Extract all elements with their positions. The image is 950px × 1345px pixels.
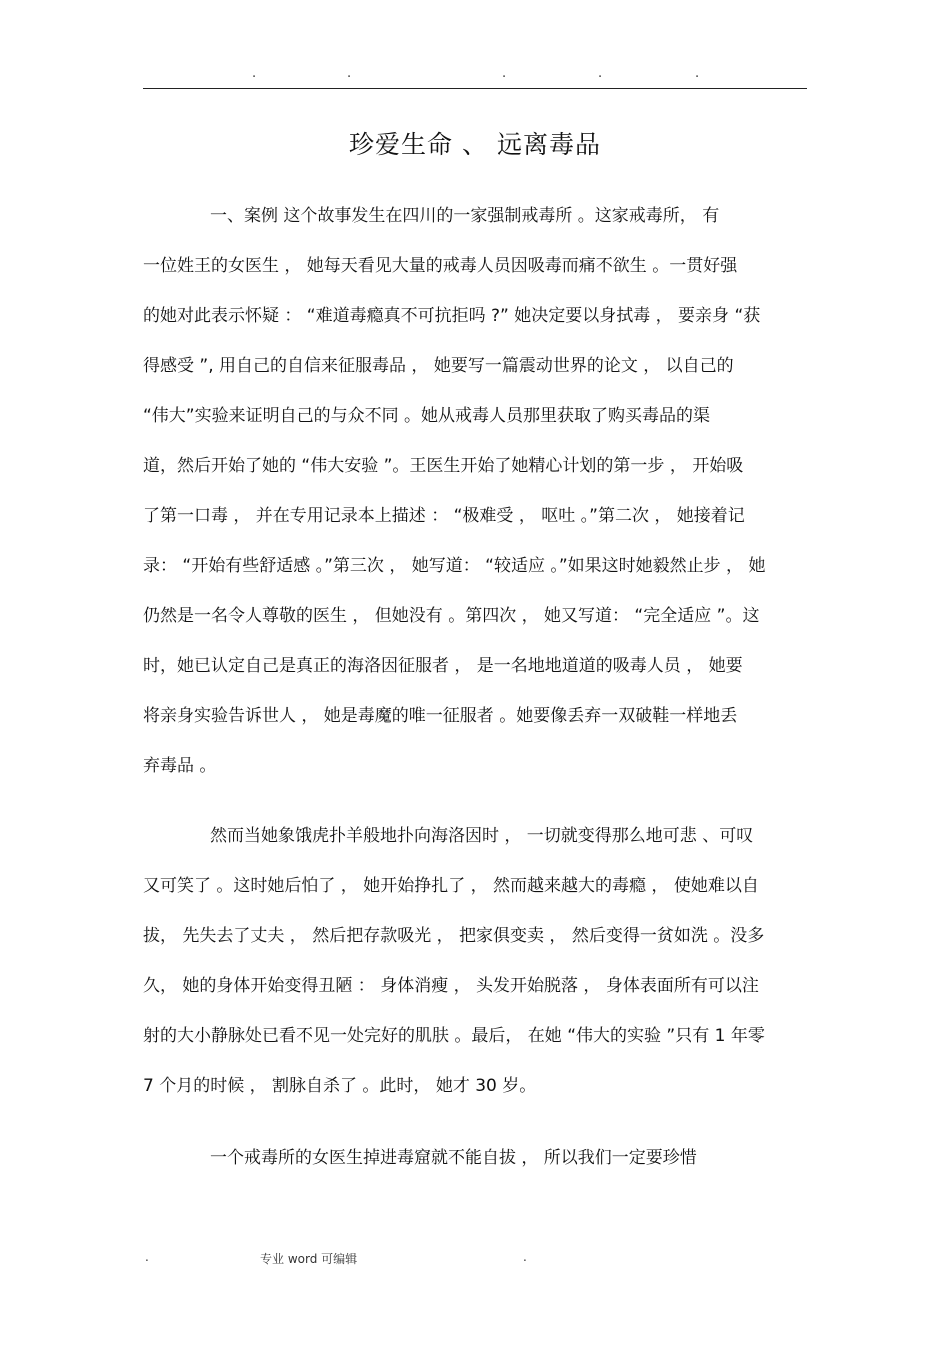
- paragraph-line: 道，然后开始了她的 “伟大安验 ”。王医生开始了她精心计划的第一步 ， 开始吸: [143, 456, 744, 476]
- header-rule: [143, 88, 807, 89]
- paragraph-line: “伟大”实验来证明自己的与众不同 。她从戒毒人员那里获取了购买毒品的渠: [143, 406, 711, 426]
- paragraph-line: 仍然是一名令人尊敬的医生 ， 但她没有 。第四次 ， 她又写道： “完全适应 ”。这: [143, 606, 760, 626]
- paragraph-line: 又可笑了 。这时她后怕了 ， 她开始挣扎了 ， 然而越来越大的毒瘾 ， 使她难以自: [143, 876, 759, 896]
- paragraph-conclusion: [143, 1143, 807, 1193]
- header-dot: .: [347, 66, 352, 81]
- footer-right-dot: .: [523, 1250, 527, 1264]
- page-title: 珍爱生命 、 远离毒品: [349, 130, 601, 159]
- paragraph-line: 一位姓王的女医生 ， 她每天看见大量的戒毒人员因吸毒而痛不欲生 。一贯好强: [143, 256, 738, 276]
- header-dot: .: [252, 66, 257, 81]
- paragraph-consequences: [143, 821, 807, 1121]
- header-dot: .: [695, 66, 700, 81]
- paragraph-line: 时，她已认定自己是真正的海洛因征服者 ， 是一名地地道道的吸毒人员 ， 她要: [143, 656, 743, 676]
- paragraph-line: 7 个月的时候 ， 割脉自杀了 。此时， 她才 30 岁。: [143, 1076, 537, 1096]
- paragraph-line: 得感受 ”, 用自己的自信来征服毒品 ， 她要写一篇震动世界的论文 ， 以自己的: [143, 356, 734, 376]
- paragraph-line: 射的大小静脉处已看不见一处完好的肌肤 。最后， 在她 “伟大的实验 ”只有 1 年零: [143, 1026, 765, 1046]
- footer-left-dot: .: [145, 1250, 149, 1264]
- paragraph-line: 拔， 先失去了丈夫 ， 然后把存款吸光 ， 把家俱变卖 ， 然后变得一贫如洗 。没多: [143, 926, 765, 946]
- paragraph-line: 将亲身实验告诉世人 ， 她是毒魔的唯一征服者 。她要像丢弃一双破鞋一样地丢: [143, 706, 738, 726]
- footer-caption: 专业 word 可编辑: [260, 1252, 358, 1266]
- paragraph-line: 录： “开始有些舒适感 。”第三次 ， 她写道： “较适应 。”如果这时她毅然止步 ， 她: [143, 556, 766, 576]
- paragraph-line: 的她对此表示怀疑 ： “难道毒瘾真不可抗拒吗 ?” 她决定要以身拭毒 ， 要亲身 “获: [143, 306, 761, 326]
- paragraph-line: 然而当她象饿虎扑羊般地扑向海洛因时 ， 一切就变得那么地可悲 、可叹: [210, 826, 754, 846]
- paragraph-line: 一、案例 这个故事发生在四川的一家强制戒毒所 。这家戒毒所， 有: [210, 206, 720, 226]
- paragraph-line: 弃毒品 。: [143, 756, 217, 776]
- header-dot: .: [502, 66, 507, 81]
- paragraph-line: 了第一口毒 ， 并在专用记录本上描述 ： “极难受 ， 呕吐 。”第二次 ， 她接着记: [143, 506, 745, 526]
- header-dot: .: [598, 66, 603, 81]
- header-dots: [145, 66, 805, 86]
- paragraph-case-story: [143, 201, 807, 801]
- page-footer: [143, 1250, 807, 1270]
- paragraph-line: 一个戒毒所的女医生掉进毒窟就不能自拔 ， 所以我们一定要珍惜: [210, 1148, 697, 1168]
- paragraph-line: 久， 她的身体开始变得丑陋 ： 身体消瘦 ， 头发开始脱落 ， 身体表面所有可以注: [143, 976, 759, 996]
